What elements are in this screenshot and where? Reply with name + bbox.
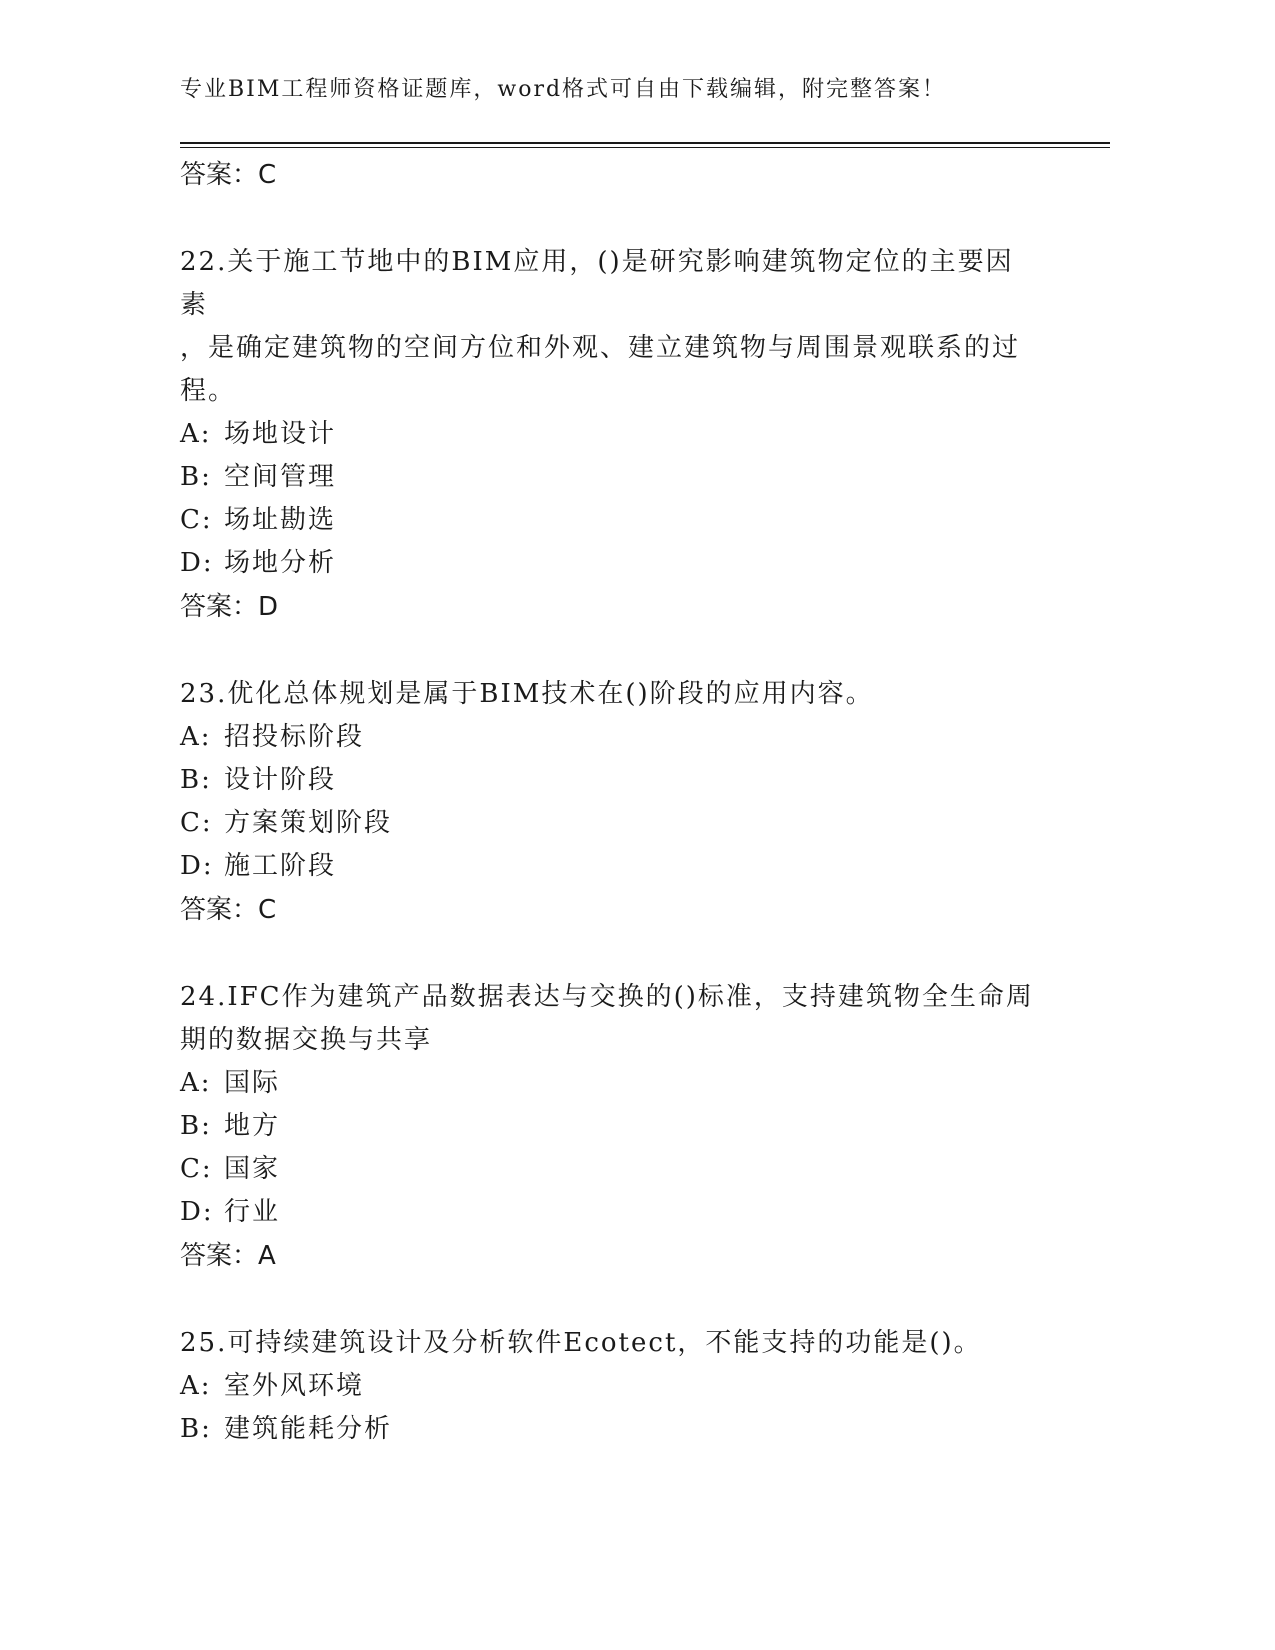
question-block [180, 241, 1110, 629]
option-a [180, 413, 1110, 456]
option-label: A: [180, 1068, 212, 1098]
option-text: 国家 [224, 1154, 281, 1184]
answer-line [180, 585, 1110, 629]
answer-label: 答案： [180, 895, 259, 925]
header-rule-secondary [180, 147, 1110, 148]
option-label: A: [180, 722, 212, 752]
option-b [180, 1408, 1110, 1451]
option-c [180, 499, 1110, 542]
question-line: ，是确定建筑物的空间方位和外观、建立建筑物与周围景观联系的过 [180, 333, 1021, 363]
spacer [180, 629, 1110, 673]
option-c [180, 802, 1110, 845]
option-text: 建筑能耗分析 [224, 1414, 393, 1444]
option-label: A: [180, 1371, 212, 1401]
question-number: 23. [180, 679, 228, 709]
spacer [180, 932, 1110, 976]
header-rule [180, 142, 1110, 144]
option-label: B: [180, 1111, 212, 1141]
option-label: B: [180, 765, 212, 795]
option-c [180, 1148, 1110, 1191]
option-label: D: [180, 851, 214, 881]
option-label: D: [180, 1197, 214, 1227]
spacer [180, 197, 1110, 241]
option-text: 场地设计 [224, 419, 337, 449]
answer-line [180, 1234, 1110, 1278]
question-text [180, 976, 1040, 1062]
option-label: C: [180, 1154, 213, 1184]
option-d [180, 845, 1110, 888]
question-block [180, 673, 1110, 932]
question-line: 22.关于施工节地中的BIM应用，()是研究影响建筑物定位的主要因素 [180, 247, 1014, 320]
option-text: 国际 [224, 1068, 281, 1098]
option-label: A: [180, 419, 212, 449]
question-block [180, 1322, 1110, 1451]
option-label: B: [180, 1414, 212, 1444]
question-line: 23.优化总体规划是属于BIM技术在()阶段的应用内容。 [180, 679, 874, 709]
question-number: 24. [180, 982, 228, 1012]
option-text: 场址勘选 [224, 505, 337, 535]
answer-line [180, 888, 1110, 932]
option-b [180, 1105, 1110, 1148]
option-a [180, 716, 1110, 759]
answer-value: A [258, 1241, 276, 1271]
answer-label: 答案： [180, 1241, 259, 1271]
option-b [180, 759, 1110, 802]
option-label: C: [180, 808, 213, 838]
question-text [180, 241, 1040, 413]
answer-label: 答案： [180, 592, 259, 622]
option-text: 空间管理 [224, 462, 337, 492]
option-text: 施工阶段 [224, 851, 337, 881]
option-text: 室外风环境 [224, 1371, 365, 1401]
question-number: 25. [180, 1328, 228, 1358]
option-text: 方案策划阶段 [224, 808, 393, 838]
option-label: C: [180, 505, 213, 535]
option-label: D: [180, 548, 214, 578]
question-number: 22. [180, 247, 228, 277]
answer-line [180, 153, 1110, 197]
option-text: 设计阶段 [224, 765, 337, 795]
spacer [180, 1278, 1110, 1322]
option-text: 场地分析 [224, 548, 337, 578]
header-note: 专业BIM工程师资格证题库，word格式可自由下载编辑，附完整答案！ [180, 77, 947, 102]
answer-label: 答案： [180, 160, 259, 190]
document-content [180, 153, 1110, 1451]
option-a [180, 1365, 1110, 1408]
option-d [180, 542, 1110, 585]
question-line: 25.可持续建筑设计及分析软件Ecotect，不能支持的功能是()。 [180, 1328, 982, 1358]
option-b [180, 456, 1110, 499]
answer-value: C [258, 160, 277, 190]
question-text [180, 1322, 1040, 1365]
option-text: 招投标阶段 [224, 722, 365, 752]
question-text [180, 673, 1040, 716]
question-line: 24.IFC作为建筑产品数据表达与交换的()标准，支持建筑物全生命周 [180, 982, 1034, 1012]
answer-value: C [258, 895, 277, 925]
question-line: 程。 [180, 376, 237, 406]
question-line: 期的数据交换与共享 [180, 1025, 433, 1055]
option-a [180, 1062, 1110, 1105]
question-block [180, 976, 1110, 1278]
answer-value: D [258, 592, 279, 622]
option-text: 行业 [224, 1197, 281, 1227]
option-d [180, 1191, 1110, 1234]
option-label: B: [180, 462, 212, 492]
option-text: 地方 [224, 1111, 281, 1141]
